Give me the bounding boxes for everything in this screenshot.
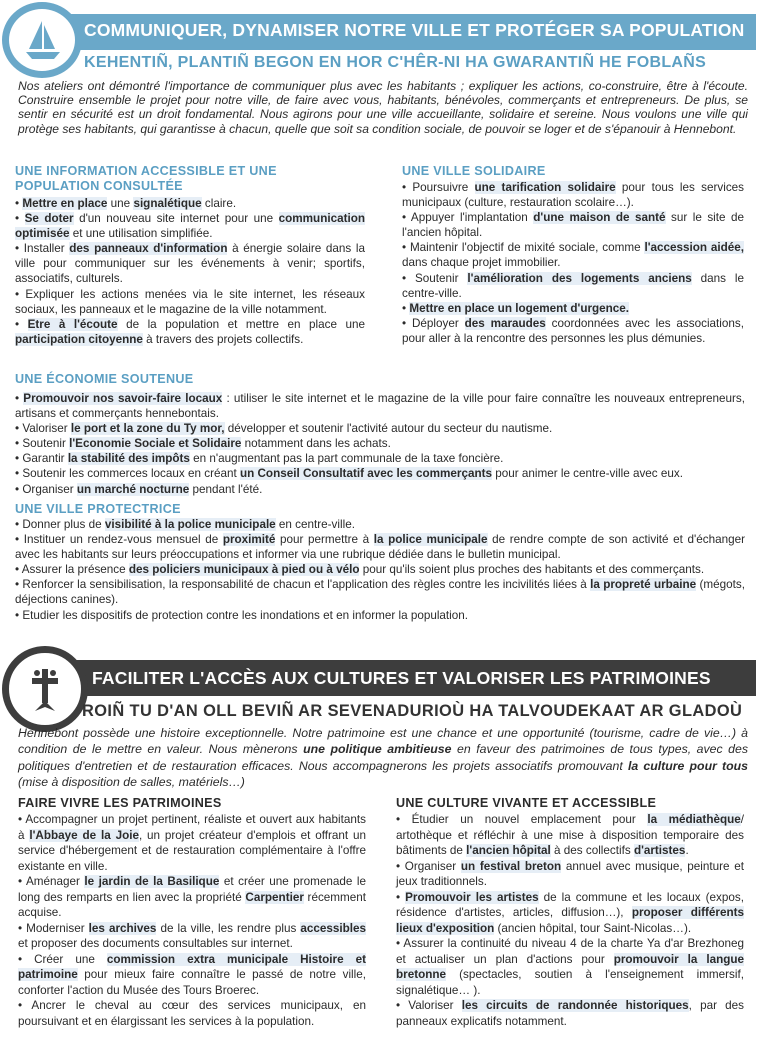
list-item: • Installer des panneaux d'information à énergie solaire dans la ville pour communiquer sur les événements à venir; sportifs, associatifs, culturels. <box>15 242 365 286</box>
protectrice-list <box>15 517 745 623</box>
highlighted-phrase: des panneaux d'information <box>69 242 228 256</box>
highlighted-phrase: communication optimisée <box>15 212 365 241</box>
list-item: • Valoriser les circuits de randonnée historiques, par des panneaux explicatifs notamment. <box>396 999 745 1028</box>
highlighted-phrase: des maraudes <box>464 316 546 330</box>
list-item: • Se doter d'un nouveau site internet pour une communication optimisée et une utilisation simplifiée. <box>15 212 365 241</box>
highlighted-phrase: promouvoir la langue bretonne <box>396 952 744 981</box>
highlighted-phrase: une tarification solidaire <box>474 181 616 194</box>
list-item: • Renforcer la sensibilisation, la responsabilité de chacun et l'application des règles contre les incivilités liées à la propreté urbaine (mégots, déjections canines). <box>15 578 745 607</box>
highlighted-phrase: participation citoyenne <box>15 332 143 346</box>
list-item: • Soutenir l'Economie Sociale et Solidaire notamment dans les achats. <box>15 437 391 451</box>
list-item: • Etre à l'écoute de la population et mettre en place une participation citoyenne à travers des projets collectifs. <box>15 317 365 346</box>
highlighted-phrase: un festival breton <box>460 859 562 873</box>
highlighted-phrase: les circuits de randonnée historiques <box>461 999 689 1012</box>
highlighted-phrase: les archives <box>88 921 157 935</box>
highlighted-phrase: commission extra municipale Histoire et patrimoine <box>18 952 366 981</box>
list-item: • Garantir la stabilité des impôts en n'augmentant pas la part communale de la taxe foncière. <box>15 452 504 466</box>
list-item: • Maintenir l'objectif de mixité sociale, comme l'accession aidée, dans chaque projet immobilier. <box>402 241 744 270</box>
solidaire-heading: UNE VILLE SOLIDAIRE <box>402 164 546 178</box>
highlighted-phrase: le jardin de la Basilique <box>84 875 220 888</box>
highlighted-phrase: signalétique <box>133 197 202 210</box>
section1-intro: Nos ateliers ont démontré l'importance de communiquer plus avec les habitants ; expliquer les actions, co-construire, être à l'écoute. Construire ensemble le projet pour notre ville, de faire avec vous, habitants, bénévoles, commerçants et entrepreneurs. De plus, se sentir en sécurité est un droit fondamental. Nous agirons pour une ville accueillante, solidaire et sereine. Nous voulons une ville qui protège ses habitants, qui garantisse à chacun, quelle que soit sa condition sociale, de pouvoir se loger et de s'épanouir à Hennebont. <box>18 79 748 136</box>
list-item: • Mettre en place un logement d'urgence. <box>402 301 630 315</box>
protectrice-heading: UNE VILLE PROTECTRICE <box>15 502 181 516</box>
highlighted-phrase: Se doter <box>24 212 74 226</box>
economie-list <box>15 391 745 497</box>
list-item: • Donner plus de visibilité à la police municipale en centre-ville. <box>15 518 355 531</box>
highlighted-phrase: la médiathèque <box>647 813 741 826</box>
list-item: • Étudier un nouvel emplacement pour la médiathèque/ artothèque et réfléchir à une mise à disposition temporaire des bâtiments de l'ancien hôpital à des collectifs d'artistes. <box>396 813 744 857</box>
list-item: • Promouvoir nos savoir-faire locaux : utiliser le site internet et le magazine de la ville pour faire connaître les nouveaux entrepreneurs, artisans et commerçants hennebontais. <box>15 392 745 421</box>
list-item: • Soutenir l'amélioration des logements anciens dans le centre-ville. <box>402 271 745 300</box>
highlighted-phrase: l'Economie Sociale et Solidaire <box>69 437 242 451</box>
highlighted-phrase: Promouvoir nos savoir-faire locaux <box>23 392 223 405</box>
highlighted-phrase: proposer différents lieux d'exposition <box>396 906 745 935</box>
highlighted-phrase: l'ancien hôpital <box>466 844 551 857</box>
section1-subtitle: KEHENTIÑ, PLANTIÑ BEGON EN HOR C'HÊR-NI HA GWARANTIÑ HE FOBLAÑS <box>84 54 707 71</box>
highlighted-phrase: Carpentier <box>245 890 304 904</box>
patrimoines-heading: FAIRE VIVRE LES PATRIMOINES <box>18 796 222 810</box>
patrimoines-list <box>18 812 366 1029</box>
list-item: • Assurer la présence des policiers municipaux à pied ou à vélo pour qu'ils soient plus proches des habitants et des commerçants. <box>15 563 705 577</box>
solidaire-list <box>402 180 744 346</box>
list-item: • Expliquer les actions menées via le site internet, les réseaux sociaux, les panneaux et le magazine de la ville notamment. <box>15 287 365 316</box>
info-heading: UNE INFORMATION ACCESSIBLE ET UNE POPULATION CONSULTÉE <box>15 164 277 193</box>
list-item: • Soutenir les commerces locaux en créant un Conseil Consultatif avec les commerçants pour animer le centre-ville avec eux. <box>15 467 683 481</box>
highlighted-phrase: proximité <box>222 533 276 547</box>
section1-emblem <box>2 2 82 78</box>
list-item: • Aménager le jardin de la Basilique et créer une promenade le long des remparts en lien avec la propriété Carpentier récemment acquise. <box>18 875 367 919</box>
info-list <box>15 196 365 347</box>
economie-heading: UNE ÉCONOMIE SOUTENUE <box>15 372 194 386</box>
highlighted-phrase: visibilité à la police municipale <box>104 518 276 531</box>
highlighted-phrase: l'amélioration des logements anciens <box>467 271 692 285</box>
highlighted-phrase: l'Abbaye de la Joie <box>29 828 139 842</box>
highlighted-phrase: d'artistes <box>633 844 686 857</box>
list-item: • Moderniser les archives de la ville, les rendre plus accessibles et proposer des documents consultables sur internet. <box>18 921 367 950</box>
highlighted-phrase: Etre à l'écoute <box>27 317 118 331</box>
sailboat-icon <box>23 19 63 63</box>
list-item: • Organiser un festival breton annuel avec musique, peinture et jeux traditionnels. <box>396 859 744 888</box>
highlighted-phrase: l'accession aidée, <box>644 241 744 255</box>
list-item: • Mettre en place une signalétique claire. <box>15 197 237 210</box>
section2-emblem <box>2 646 88 732</box>
culture-list <box>396 812 744 1029</box>
list-item: • Organiser un marché nocturne pendant l'été. <box>15 482 263 496</box>
list-item: • Valoriser le port et la zone du Ty mor, développer et soutenir l'activité autour du secteur du nautisme. <box>15 422 553 436</box>
ermine-icon <box>27 667 63 711</box>
section2-subtitle: ROIÑ TU D'AN OLL BEVIÑ AR SEVENADURIOÙ HA TALVOUDEKAAT AR GLADOÙ <box>82 702 743 720</box>
list-item: • Accompagner un projet pertinent, réaliste et ouvert aux habitants à l'Abbaye de la Joie, un projet créateur d'emplois et offrant un service d'hébergement et de restauration complémentaire à l'offre existante en ville. <box>18 813 366 873</box>
list-item: • Ancrer le cheval au cœur des services municipaux, en poursuivant et en élargissant les services à la population. <box>18 999 366 1028</box>
highlighted-phrase: la propreté urbaine <box>590 578 697 592</box>
section2-intro: Hennebont possède une histoire exceptionnelle. Notre patrimoine est une chance et une opportunité (tourisme, cadre de vie…) à condition de le mettre en valeur. Nous mènerons une politique ambitieuse en faveur des patrimoines de tous types, avec des politiques d'entretien et de restauration efficaces. Nous accompagnerons les projets associatifs promouvant la culture pour tous (mise à disposition de salles, matériels…) <box>18 726 748 789</box>
highlighted-phrase: Promouvoir les artistes <box>405 890 539 904</box>
highlighted-phrase: un Conseil Consultatif avec les commerçants <box>239 467 492 481</box>
highlighted-phrase: Mettre en place <box>22 197 108 210</box>
section1-title: COMMUNIQUER, DYNAMISER NOTRE VILLE ET PROTÉGER SA POPULATION <box>84 20 745 40</box>
highlighted-phrase: la police municipale <box>373 533 488 547</box>
list-item: • Etudier les dispositifs de protection contre les inondations et en informer la population. <box>15 608 469 622</box>
section2-title: FACILITER L'ACCÈS AUX CULTURES ET VALORISER LES PATRIMOINES <box>92 668 711 688</box>
highlighted-phrase: un marché nocturne <box>76 482 190 496</box>
highlighted-phrase: Mettre en place un logement d'urgence. <box>409 301 630 315</box>
list-item: • Créer une commission extra municipale Histoire et patrimoine pour mieux faire connaître le passé de notre ville, conforter l'action du Musée des Tours Broerec. <box>18 952 366 997</box>
emphasized-phrase: la culture pour tous <box>627 758 748 773</box>
list-item: • Appuyer l'implantation d'une maison de santé sur le site de l'ancien hôpital. <box>402 211 744 240</box>
list-item: • Promouvoir les artistes de la commune et les locaux (expos, résidence d'artistes, articles, diffusion…), proposer différents lieux d'exposition (ancien hôpital, tour Saint-Nicolas…). <box>396 890 745 935</box>
highlighted-phrase: des policiers municipaux à pied ou à vélo <box>128 563 360 577</box>
highlighted-phrase: accessibles <box>300 921 367 935</box>
emphasized-phrase: une politique ambitieuse <box>303 742 452 757</box>
list-item: • Déployer des maraudes coordonnées avec les associations, pour aller à la rencontre des personnes les plus démunies. <box>402 316 744 345</box>
list-item: • Poursuivre une tarification solidaire pour tous les services municipaux (culture, restauration scolaire…). <box>402 181 745 210</box>
highlighted-phrase: la stabilité des impôts <box>67 452 190 466</box>
highlighted-phrase: le port et la zone du Ty mor, <box>70 422 225 436</box>
list-item: • Instituer un rendez-vous mensuel de proximité pour permettre à la police municipale de rendre compte de son activité et d'échanger avec les habitants sur leurs préoccupations et informer via une rubrique dédiée dans le bulletin municipal. <box>15 533 745 562</box>
highlighted-phrase: d'une maison de santé <box>533 211 666 225</box>
list-item: • Assurer la continuité du niveau 4 de la charte Ya d'ar Brezhoneg et actualiser un plan d'actions pour promouvoir la langue bretonne (spectacles, soutien à l'enseignement immersif, signalétique… ). <box>396 937 744 997</box>
culture-heading: UNE CULTURE VIVANTE ET ACCESSIBLE <box>396 796 657 810</box>
